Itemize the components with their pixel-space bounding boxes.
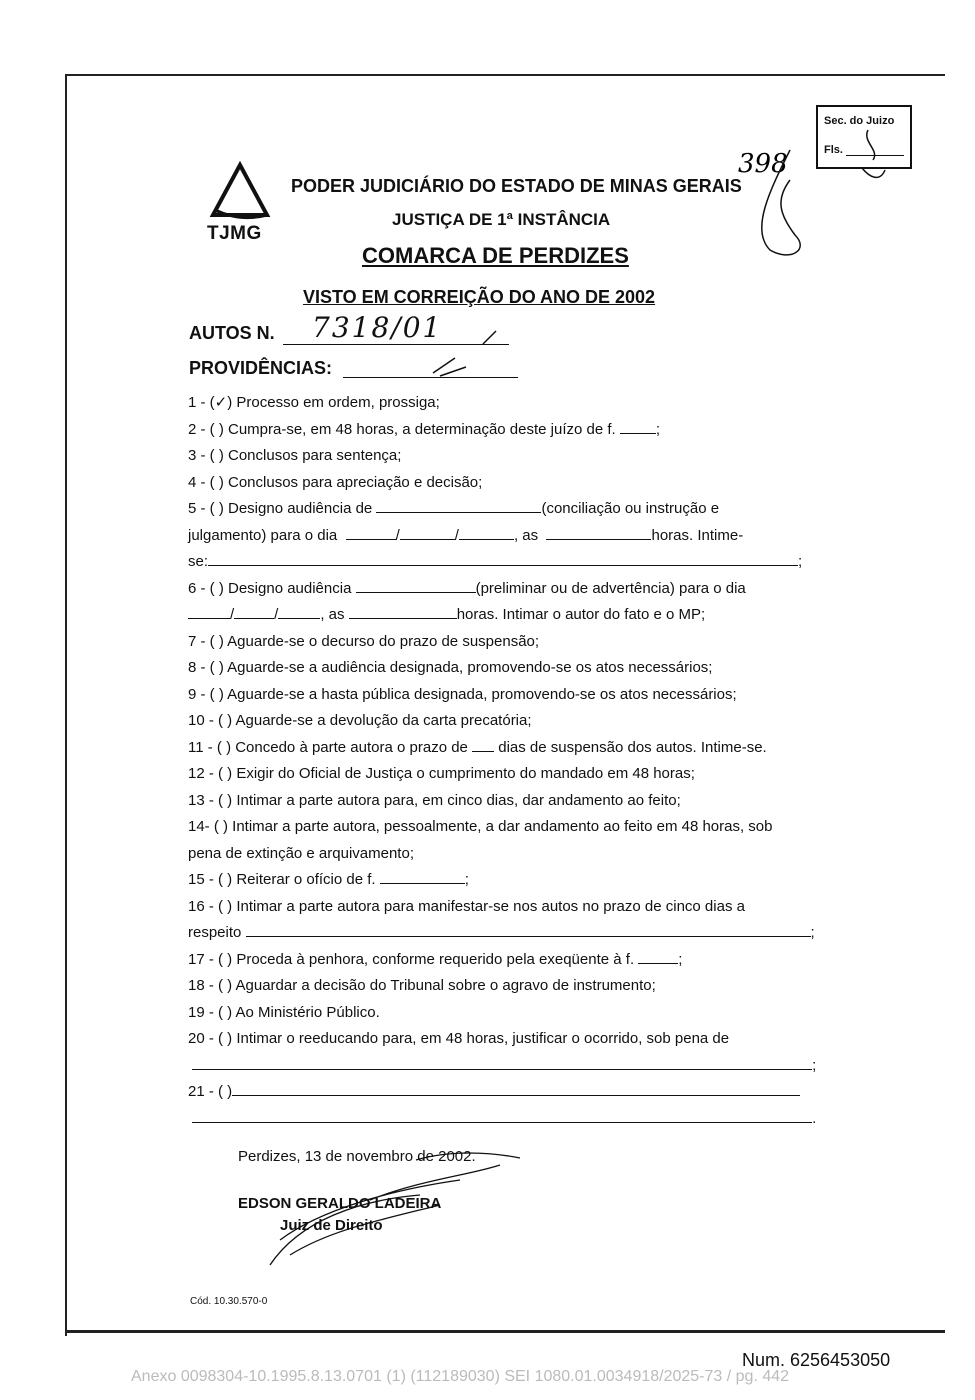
item-16-text: 16 - ( ) Intimar a parte autora para manifestar-se nos autos no prazo de cinco dias a [188, 897, 745, 915]
check-mark-icon [483, 331, 496, 344]
list-item [188, 788, 820, 815]
list-item [188, 735, 820, 762]
providencias-underline [343, 377, 518, 378]
header-visto: VISTO EM CORREIÇÃO DO ANO DE 2002 [303, 287, 656, 307]
list-item [188, 761, 820, 788]
list-item: . [188, 1106, 820, 1133]
page-mark-handwritten: 398 [738, 149, 788, 179]
providencias-list [188, 390, 820, 1132]
stamp-line [846, 155, 904, 156]
court-stamp [816, 105, 912, 169]
list-item [188, 973, 820, 1000]
list-item [188, 470, 820, 497]
list-item [188, 814, 820, 841]
item-3-text: 3 - ( ) Conclusos para sentença; [188, 447, 402, 464]
item-5-text-b: (conciliação ou instrução e [541, 500, 720, 517]
header-line-2: JUSTIÇA DE 1ª INSTÂNCIA [392, 210, 611, 229]
autos-underline [283, 344, 509, 345]
item-16-text-b: respeito [188, 924, 242, 941]
item-10-text: 10 - ( ) Aguarde-se a devolução da carta precatória; [188, 712, 532, 729]
item-11-text: 11 - ( ) Concedo à parte autora o prazo de [188, 738, 468, 756]
providencias-label: PROVIDÊNCIAS: [189, 358, 333, 378]
item-13-text: 13 - ( ) Intimar a parte autora para, em cinco dias, dar andamento ao feito; [188, 791, 681, 809]
list-item: se: ; [188, 553, 803, 570]
list-item [188, 390, 820, 417]
item-20-text: 20 - ( ) Intimar o reeducando para, em 48 horas, justificar o ocorrido, sob pena de [188, 1030, 730, 1047]
item-7-text: 7 - ( ) Aguarde-se o decurso do prazo de suspensão; [188, 632, 540, 650]
item-12-text: 12 - ( ) Exigir do Oficial de Justiça o cumprimento do mandado em 48 horas; [188, 765, 695, 782]
item-5-text-c: julgamento) para o dia [188, 526, 338, 544]
item-8-text: 8 - ( ) Aguarde-se a audiência designada, promovendo-se os atos necessários; [188, 659, 713, 676]
page-border-top [65, 74, 945, 76]
list-item: julgamento) para o dia / / , as horas. Intime- [188, 526, 744, 544]
stamp-label-fls: Fls. [824, 144, 843, 156]
page-border-left [65, 74, 67, 1336]
document-number: Num. 6256453050 [742, 1350, 891, 1370]
item-19-text: 19 - ( ) Ao Ministério Público. [188, 1003, 380, 1021]
page-border-bottom [65, 1330, 945, 1333]
item-18-text: 18 - ( ) Aguardar a decisão do Tribunal sobre o agravo de instrumento; [188, 977, 656, 994]
blank-field [620, 419, 656, 434]
list-item [188, 1079, 820, 1106]
item-9-text: 9 - ( ) Aguarde-se a hasta pública designada, promovendo-se os atos necessários; [188, 685, 737, 703]
list-item: / / , as horas. Intimar o autor do fato e o MP; [188, 602, 820, 629]
list-item: respeito ; [188, 924, 815, 941]
logo-text: TJMG [207, 223, 262, 244]
check-mark-icon [433, 358, 466, 376]
list-item [188, 841, 820, 868]
item-2-text: 2 - ( ) Cumpra-se, em 48 horas, a determinação deste juízo de f. [188, 420, 616, 438]
item-1-text: 1 - (✓) Processo em ordem, prossiga; [188, 394, 440, 411]
item-17-text: 17 - ( ) Proceda à penhora, conforme requerido pela exeqüente à f. [188, 950, 635, 968]
blank-field [376, 498, 541, 513]
item-15-text: 15 - ( ) Reiterar o ofício de f. [188, 871, 376, 888]
judge-title: Juiz de Direito [280, 1217, 383, 1234]
list-item [188, 443, 820, 470]
autos-label: AUTOS N. [189, 323, 275, 343]
list-item [188, 1026, 820, 1053]
stamp-label-sec: Sec. do Juizo [824, 115, 895, 127]
item-11-text-b: dias de suspensão dos autos. Intime-se. [498, 738, 767, 756]
list-item: ; [188, 1053, 820, 1080]
list-item [188, 655, 820, 682]
header-comarca: COMARCA DE PERDIZES [362, 243, 629, 268]
list-item [188, 576, 820, 603]
item-6-text-d: horas. Intimar o autor do fato e o MP; [456, 606, 706, 623]
list-item [188, 708, 820, 735]
header-line-1: PODER JUDICIÁRIO DO ESTADO DE MINAS GERAIS [291, 176, 742, 196]
place-date: Perdizes, 13 de novembro de 2002. [238, 1148, 476, 1165]
list-item [188, 894, 820, 921]
item-6-text-c: , as [320, 606, 345, 623]
item-5-text-f: se: [188, 553, 209, 570]
item-5-text: 5 - ( ) Designo audiência de [188, 500, 373, 517]
item-14-text: 14- ( ) Intimar a parte autora, pessoalmente, a dar andamento ao feito em 48 horas, sob [188, 818, 773, 835]
list-item: 17 - ( ) Proceda à penhora, conforme requerido pela exeqüente à f. ; [188, 950, 683, 968]
list-item: 2 - ( ) Cumpra-se, em 48 horas, a determinação deste juízo de f. ; [188, 420, 661, 438]
signature-mark-icon [762, 150, 801, 255]
autos-handwritten-number: 7318/01 [312, 311, 443, 344]
item-6-text-b: (preliminar ou de advertência) para o dia [475, 579, 746, 597]
list-item [188, 496, 820, 523]
list-item [188, 1000, 820, 1027]
form-code: Cód. 10.30.570-0 [190, 1296, 268, 1307]
list-item: 15 - ( ) Reiterar o ofício de f. ; [188, 871, 469, 888]
list-item [188, 682, 820, 709]
annex-reference: Anexo 0098304-10.1995.8.13.0701 (1) (112189030) SEI 1080.01.0034918/2025-73 / pg. 442 [131, 1368, 790, 1385]
list-item [188, 629, 820, 656]
item-14-text-b: pena de extinção e arquivamento; [188, 844, 414, 862]
item-4-text: 4 - ( ) Conclusos para apreciação e decisão; [188, 473, 483, 491]
item-5-text-d: , as [513, 526, 539, 544]
item-6-text: 6 - ( ) Designo audiência [188, 579, 352, 597]
judge-name: EDSON GERALDO LADEIRA [238, 1195, 442, 1212]
item-5-text-e: horas. Intime- [651, 526, 744, 544]
item-21-text: 21 - ( ) [188, 1083, 233, 1100]
